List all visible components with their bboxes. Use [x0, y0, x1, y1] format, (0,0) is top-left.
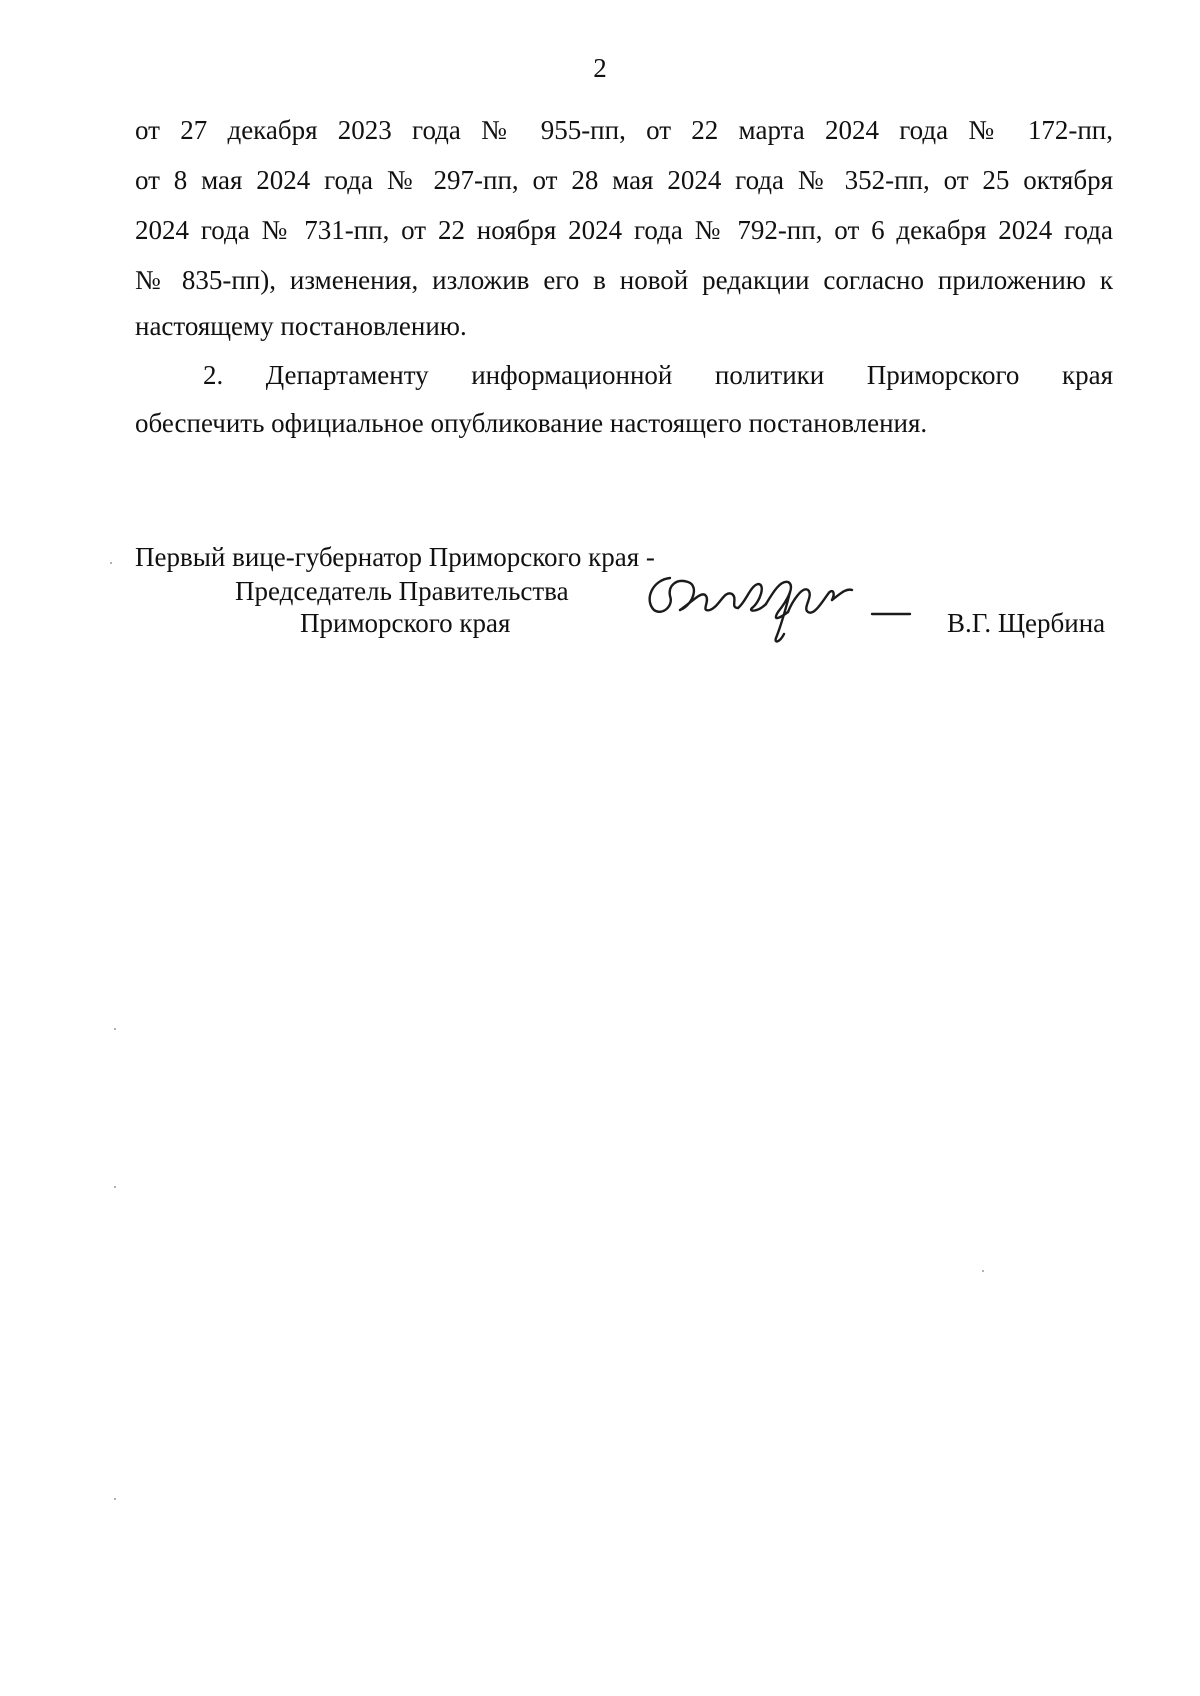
body-text-line: от 8 мая 2024 года № 297-пп, от 28 мая 2024 года № 352-пп, от 25 октября: [135, 165, 1113, 195]
signatory-title-line: Председатель Правительства: [235, 576, 569, 606]
scan-speck: [114, 1498, 116, 1500]
scan-speck: [982, 1270, 984, 1272]
scan-speck: [110, 562, 112, 564]
paragraph-2-first-line: 2. Департаменту информационной политики Приморского края: [203, 360, 1113, 390]
handwritten-signature: [640, 572, 940, 672]
signatory-name: В.Г. Щербина: [947, 608, 1106, 638]
body-text-line: обеспечить официальное опубликование настоящего постановления.: [135, 408, 928, 438]
signatory-title-line: Первый вице-губернатор Приморского края -: [135, 542, 655, 572]
page-number: 2: [593, 53, 607, 83]
body-text-line: № 835-пп), изменения, изложив его в новой редакции согласно приложению к: [135, 265, 1113, 295]
scan-speck: [114, 1028, 116, 1030]
body-text-line: настоящему постановлению.: [135, 311, 467, 341]
signatory-title-line: Приморского края: [300, 608, 511, 638]
scan-speck: [114, 1186, 116, 1188]
body-text-line: от 27 декабря 2023 года № 955-пп, от 22 марта 2024 года № 172-пп,: [135, 115, 1113, 145]
body-text-line: 2024 года № 731-пп, от 22 ноября 2024 года № 792-пп, от 6 декабря 2024 года: [135, 215, 1113, 245]
